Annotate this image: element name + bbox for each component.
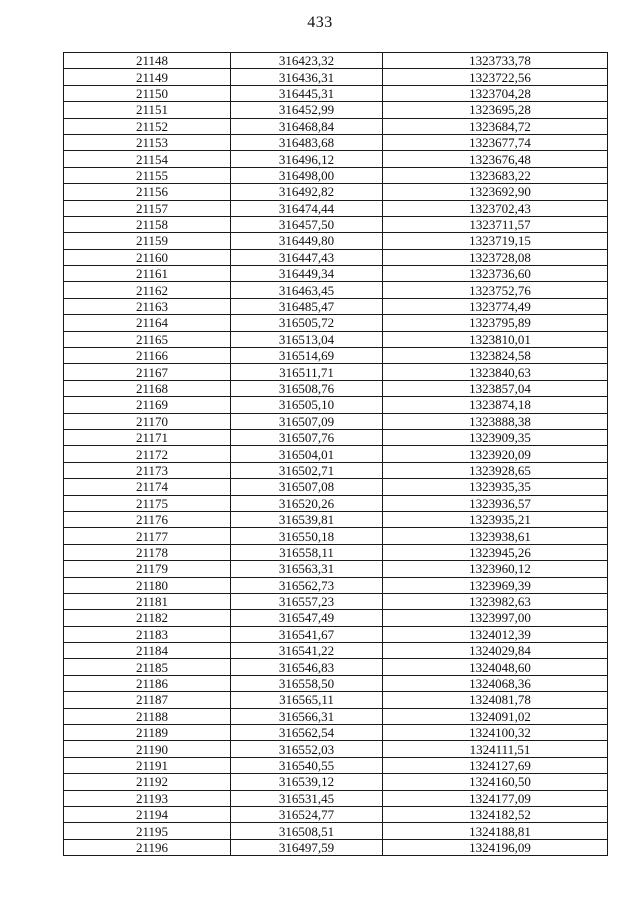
x-coordinate-cell: 316558,50 <box>231 675 383 691</box>
x-coordinate-cell: 316492,82 <box>231 184 383 200</box>
point-number-cell: 21148 <box>64 53 231 69</box>
table-row <box>64 69 608 85</box>
point-number-cell: 21176 <box>64 511 231 527</box>
y-coordinate-cell: 1323728,08 <box>383 249 608 265</box>
point-number-cell: 21188 <box>64 708 231 724</box>
table-row <box>64 348 608 364</box>
y-coordinate-cell: 1324048,60 <box>383 659 608 675</box>
x-coordinate-cell: 316502,71 <box>231 462 383 478</box>
y-coordinate-cell: 1323936,57 <box>383 495 608 511</box>
table-row <box>64 315 608 331</box>
y-coordinate-cell: 1323692,90 <box>383 184 608 200</box>
point-number-cell: 21186 <box>64 675 231 691</box>
point-number-cell: 21196 <box>64 839 231 855</box>
y-coordinate-cell: 1323969,39 <box>383 577 608 593</box>
y-coordinate-cell: 1323997,00 <box>383 610 608 626</box>
y-coordinate-cell: 1323938,61 <box>383 528 608 544</box>
table-row <box>64 528 608 544</box>
table-row <box>64 151 608 167</box>
point-number-cell: 21164 <box>64 315 231 331</box>
x-coordinate-cell: 316507,09 <box>231 413 383 429</box>
table-row <box>64 577 608 593</box>
x-coordinate-cell: 316498,00 <box>231 167 383 183</box>
x-coordinate-cell: 316541,22 <box>231 643 383 659</box>
x-coordinate-cell: 316483,68 <box>231 134 383 150</box>
x-coordinate-cell: 316550,18 <box>231 528 383 544</box>
point-number-cell: 21166 <box>64 348 231 364</box>
point-number-cell: 21178 <box>64 544 231 560</box>
point-number-cell: 21183 <box>64 626 231 642</box>
point-number-cell: 21152 <box>64 118 231 134</box>
point-number-cell: 21158 <box>64 216 231 232</box>
y-coordinate-cell: 1323935,35 <box>383 479 608 495</box>
y-coordinate-cell: 1323857,04 <box>383 380 608 396</box>
x-coordinate-cell: 316504,01 <box>231 446 383 462</box>
y-coordinate-cell: 1324196,09 <box>383 839 608 855</box>
x-coordinate-cell: 316485,47 <box>231 298 383 314</box>
table-row <box>64 823 608 839</box>
y-coordinate-cell: 1323920,09 <box>383 446 608 462</box>
x-coordinate-cell: 316563,31 <box>231 561 383 577</box>
table-row <box>64 102 608 118</box>
y-coordinate-cell: 1323960,12 <box>383 561 608 577</box>
y-coordinate-cell: 1323684,72 <box>383 118 608 134</box>
point-number-cell: 21180 <box>64 577 231 593</box>
y-coordinate-cell: 1323810,01 <box>383 331 608 347</box>
x-coordinate-cell: 316514,69 <box>231 348 383 364</box>
table-row <box>64 479 608 495</box>
y-coordinate-cell: 1323677,74 <box>383 134 608 150</box>
point-number-cell: 21194 <box>64 806 231 822</box>
table-row <box>64 790 608 806</box>
point-number-cell: 21179 <box>64 561 231 577</box>
table-row <box>64 85 608 101</box>
table-row <box>64 134 608 150</box>
point-number-cell: 21157 <box>64 200 231 216</box>
y-coordinate-cell: 1324100,32 <box>383 725 608 741</box>
point-number-cell: 21171 <box>64 429 231 445</box>
y-coordinate-cell: 1323928,65 <box>383 462 608 478</box>
table-row <box>64 167 608 183</box>
table-row <box>64 774 608 790</box>
point-number-cell: 21192 <box>64 774 231 790</box>
point-number-cell: 21159 <box>64 233 231 249</box>
point-number-cell: 21160 <box>64 249 231 265</box>
y-coordinate-cell: 1323733,78 <box>383 53 608 69</box>
table-row <box>64 53 608 69</box>
x-coordinate-cell: 316511,71 <box>231 364 383 380</box>
table-row <box>64 692 608 708</box>
x-coordinate-cell: 316423,32 <box>231 53 383 69</box>
table-row <box>64 249 608 265</box>
y-coordinate-cell: 1324012,39 <box>383 626 608 642</box>
point-number-cell: 21167 <box>64 364 231 380</box>
y-coordinate-cell: 1324177,09 <box>383 790 608 806</box>
table-row <box>64 446 608 462</box>
x-coordinate-cell: 316505,10 <box>231 397 383 413</box>
table-row <box>64 593 608 609</box>
y-coordinate-cell: 1323736,60 <box>383 266 608 282</box>
point-number-cell: 21184 <box>64 643 231 659</box>
x-coordinate-cell: 316540,55 <box>231 757 383 773</box>
x-coordinate-cell: 316452,99 <box>231 102 383 118</box>
point-number-cell: 21155 <box>64 167 231 183</box>
x-coordinate-cell: 316463,45 <box>231 282 383 298</box>
table-row <box>64 200 608 216</box>
table-row <box>64 659 608 675</box>
table-row <box>64 298 608 314</box>
table-row <box>64 806 608 822</box>
y-coordinate-cell: 1323752,76 <box>383 282 608 298</box>
x-coordinate-cell: 316539,12 <box>231 774 383 790</box>
point-number-cell: 21173 <box>64 462 231 478</box>
point-number-cell: 21162 <box>64 282 231 298</box>
y-coordinate-cell: 1323945,26 <box>383 544 608 560</box>
y-coordinate-cell: 1323695,28 <box>383 102 608 118</box>
y-coordinate-cell: 1323676,48 <box>383 151 608 167</box>
y-coordinate-cell: 1324160,50 <box>383 774 608 790</box>
x-coordinate-cell: 316507,76 <box>231 429 383 445</box>
point-number-cell: 21175 <box>64 495 231 511</box>
y-coordinate-cell: 1324182,52 <box>383 806 608 822</box>
point-number-cell: 21149 <box>64 69 231 85</box>
table-row <box>64 184 608 200</box>
x-coordinate-cell: 316531,45 <box>231 790 383 806</box>
table-row <box>64 561 608 577</box>
y-coordinate-cell: 1323840,63 <box>383 364 608 380</box>
table-row <box>64 413 608 429</box>
x-coordinate-cell: 316436,31 <box>231 69 383 85</box>
y-coordinate-cell: 1324029,84 <box>383 643 608 659</box>
table-row <box>64 495 608 511</box>
x-coordinate-cell: 316524,77 <box>231 806 383 822</box>
table-row <box>64 118 608 134</box>
table-row <box>64 331 608 347</box>
x-coordinate-cell: 316557,23 <box>231 593 383 609</box>
y-coordinate-cell: 1323888,38 <box>383 413 608 429</box>
table-row <box>64 610 608 626</box>
y-coordinate-cell: 1323909,35 <box>383 429 608 445</box>
point-number-cell: 21153 <box>64 134 231 150</box>
table-row <box>64 741 608 757</box>
y-coordinate-cell: 1323711,57 <box>383 216 608 232</box>
y-coordinate-cell: 1323874,18 <box>383 397 608 413</box>
x-coordinate-cell: 316547,49 <box>231 610 383 626</box>
point-number-cell: 21151 <box>64 102 231 118</box>
point-number-cell: 21174 <box>64 479 231 495</box>
x-coordinate-cell: 316497,59 <box>231 839 383 855</box>
point-number-cell: 21169 <box>64 397 231 413</box>
point-number-cell: 21185 <box>64 659 231 675</box>
point-number-cell: 21165 <box>64 331 231 347</box>
coordinates-table <box>63 52 608 856</box>
point-number-cell: 21150 <box>64 85 231 101</box>
y-coordinate-cell: 1323722,56 <box>383 69 608 85</box>
x-coordinate-cell: 316565,11 <box>231 692 383 708</box>
x-coordinate-cell: 316445,31 <box>231 85 383 101</box>
table-row <box>64 643 608 659</box>
point-number-cell: 21190 <box>64 741 231 757</box>
y-coordinate-cell: 1324091,02 <box>383 708 608 724</box>
table-row <box>64 364 608 380</box>
y-coordinate-cell: 1323702,43 <box>383 200 608 216</box>
point-number-cell: 21195 <box>64 823 231 839</box>
point-number-cell: 21182 <box>64 610 231 626</box>
y-coordinate-cell: 1324081,78 <box>383 692 608 708</box>
x-coordinate-cell: 316508,76 <box>231 380 383 396</box>
y-coordinate-cell: 1323824,58 <box>383 348 608 364</box>
x-coordinate-cell: 316449,80 <box>231 233 383 249</box>
table-row <box>64 397 608 413</box>
y-coordinate-cell: 1323935,21 <box>383 511 608 527</box>
x-coordinate-cell: 316468,84 <box>231 118 383 134</box>
table-row <box>64 429 608 445</box>
x-coordinate-cell: 316552,03 <box>231 741 383 757</box>
table-row <box>64 839 608 855</box>
x-coordinate-cell: 316558,11 <box>231 544 383 560</box>
x-coordinate-cell: 316496,12 <box>231 151 383 167</box>
point-number-cell: 21193 <box>64 790 231 806</box>
point-number-cell: 21181 <box>64 593 231 609</box>
table-row <box>64 380 608 396</box>
y-coordinate-cell: 1323982,63 <box>383 593 608 609</box>
table-row <box>64 675 608 691</box>
x-coordinate-cell: 316513,04 <box>231 331 383 347</box>
x-coordinate-cell: 316539,81 <box>231 511 383 527</box>
y-coordinate-cell: 1324127,69 <box>383 757 608 773</box>
table-row <box>64 544 608 560</box>
point-number-cell: 21161 <box>64 266 231 282</box>
x-coordinate-cell: 316508,51 <box>231 823 383 839</box>
table-row <box>64 282 608 298</box>
x-coordinate-cell: 316562,54 <box>231 725 383 741</box>
x-coordinate-cell: 316507,08 <box>231 479 383 495</box>
y-coordinate-cell: 1324068,36 <box>383 675 608 691</box>
table-row <box>64 233 608 249</box>
y-coordinate-cell: 1323719,15 <box>383 233 608 249</box>
x-coordinate-cell: 316449,34 <box>231 266 383 282</box>
y-coordinate-cell: 1323704,28 <box>383 85 608 101</box>
table-row <box>64 708 608 724</box>
table-row <box>64 757 608 773</box>
point-number-cell: 21187 <box>64 692 231 708</box>
point-number-cell: 21168 <box>64 380 231 396</box>
point-number-cell: 21172 <box>64 446 231 462</box>
point-number-cell: 21189 <box>64 725 231 741</box>
x-coordinate-cell: 316546,83 <box>231 659 383 675</box>
point-number-cell: 21163 <box>64 298 231 314</box>
x-coordinate-cell: 316566,31 <box>231 708 383 724</box>
y-coordinate-cell: 1323774,49 <box>383 298 608 314</box>
y-coordinate-cell: 1324188,81 <box>383 823 608 839</box>
x-coordinate-cell: 316447,43 <box>231 249 383 265</box>
point-number-cell: 21170 <box>64 413 231 429</box>
table-row <box>64 462 608 478</box>
x-coordinate-cell: 316474,44 <box>231 200 383 216</box>
table-row <box>64 725 608 741</box>
coordinates-table-body <box>64 53 608 856</box>
x-coordinate-cell: 316562,73 <box>231 577 383 593</box>
table-row <box>64 511 608 527</box>
page-number: 433 <box>307 14 333 31</box>
table-row <box>64 266 608 282</box>
point-number-cell: 21191 <box>64 757 231 773</box>
x-coordinate-cell: 316505,72 <box>231 315 383 331</box>
y-coordinate-cell: 1324111,51 <box>383 741 608 757</box>
point-number-cell: 21154 <box>64 151 231 167</box>
x-coordinate-cell: 316520,26 <box>231 495 383 511</box>
y-coordinate-cell: 1323795,89 <box>383 315 608 331</box>
point-number-cell: 21156 <box>64 184 231 200</box>
y-coordinate-cell: 1323683,22 <box>383 167 608 183</box>
table-row <box>64 626 608 642</box>
point-number-cell: 21177 <box>64 528 231 544</box>
x-coordinate-cell: 316457,50 <box>231 216 383 232</box>
x-coordinate-cell: 316541,67 <box>231 626 383 642</box>
table-row <box>64 216 608 232</box>
